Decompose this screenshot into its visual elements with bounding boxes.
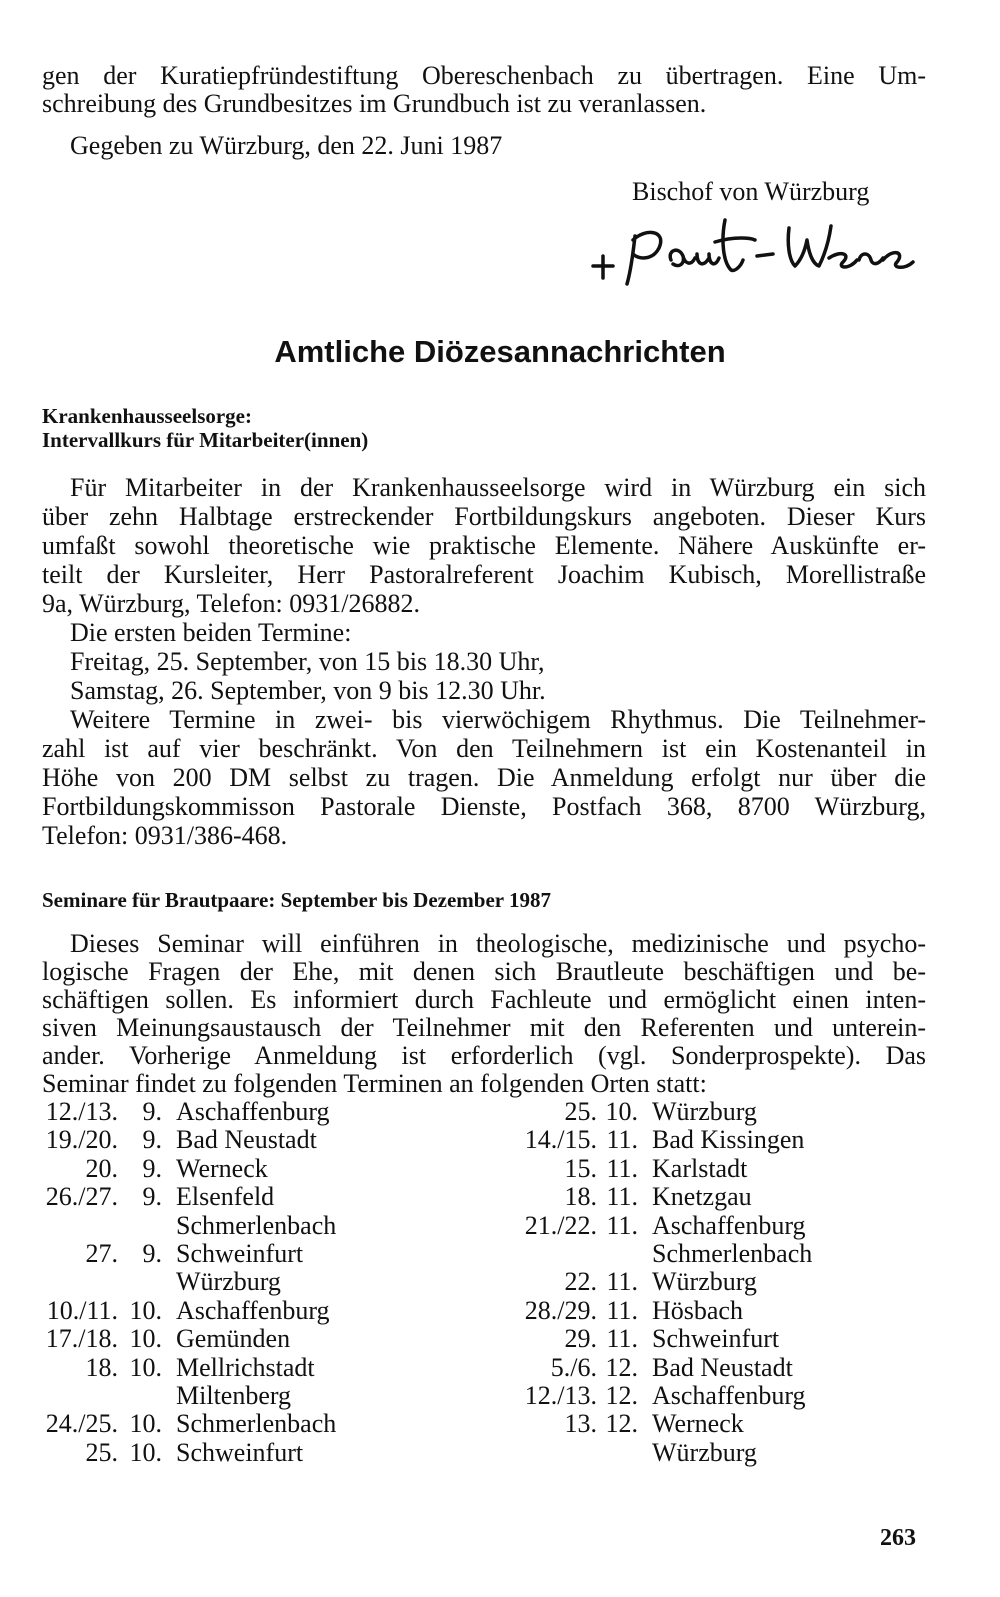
- schedule-month: 10.: [605, 1097, 638, 1126]
- schedule-month: 10.: [129, 1295, 162, 1325]
- section-title: Seminare für Brautpaare: September bis Dezember 1987: [42, 888, 551, 912]
- schedule-day: 12./13.: [45, 1097, 118, 1126]
- schedule-place: Mellrichstadt: [176, 1352, 315, 1382]
- schedule-day: 22.: [564, 1267, 597, 1297]
- schedule-month: 9.: [142, 1182, 162, 1212]
- schedule-place: Aschaffenburg: [176, 1295, 330, 1325]
- schedule-day: 20.: [85, 1153, 118, 1183]
- body-text-line: Telefon: 0931/386-468.: [42, 821, 288, 850]
- schedule-month: 11.: [606, 1125, 638, 1155]
- schedule-month: 10.: [129, 1437, 162, 1467]
- schedule-day: 29.: [564, 1324, 597, 1354]
- schedule-place: Werneck: [652, 1409, 744, 1439]
- schedule-place: Schmerlenbach: [652, 1239, 813, 1268]
- section-subtitle: Intervallkurs für Mitarbeiter(innen): [42, 428, 369, 452]
- schedule-month: 12.: [605, 1381, 638, 1410]
- body-text-line: schreibung des Grundbesitzes im Grundbuch ist zu veranlassen.: [42, 89, 707, 118]
- schedule-place: Schweinfurt: [652, 1324, 780, 1354]
- body-text-line: über zehn Halbtage erstreckender Fortbildungskurs angeboten. Dieser Kurs: [42, 502, 926, 531]
- schedule-day: 18.: [564, 1182, 597, 1212]
- page-number: 263: [880, 1525, 916, 1551]
- schedule-day: 10./11.: [46, 1295, 118, 1325]
- schedule-place: Aschaffenburg: [652, 1210, 806, 1240]
- schedule-month: 9.: [142, 1239, 162, 1268]
- termin-line: Freitag, 25. September, von 15 bis 18.30 Uhr,: [70, 647, 545, 676]
- signature: [575, 210, 935, 290]
- schedule-day: 25.: [85, 1437, 118, 1467]
- page-heading: Amtliche Diözesannachrichten: [274, 334, 726, 369]
- schedule-place: Schmerlenbach: [176, 1210, 337, 1240]
- schedule-day: 17./18.: [45, 1324, 118, 1354]
- termin-line: Samstag, 26. September, von 9 bis 12.30 Uhr.: [70, 676, 546, 705]
- schedule-day: 24./25.: [45, 1409, 118, 1439]
- schedule-day: 18.: [85, 1352, 118, 1382]
- schedule-place: Würzburg: [652, 1267, 757, 1297]
- schedule-day: 5./6.: [550, 1352, 597, 1382]
- schedule-month: 9.: [142, 1125, 162, 1155]
- termine-intro: Die ersten beiden Termine:: [70, 618, 352, 647]
- schedule-day: 12./13.: [524, 1381, 597, 1410]
- schedule-place: Würzburg: [176, 1267, 281, 1297]
- schedule-day: 28./29.: [524, 1295, 597, 1325]
- schedule-month: 11.: [606, 1267, 638, 1297]
- schedule-place: Schweinfurt: [176, 1437, 304, 1467]
- body-text-line: logische Fragen der Ehe, mit denen sich Brautleute beschäftigen und be-: [42, 957, 926, 986]
- schedule-place: Karlstadt: [652, 1153, 748, 1183]
- schedule-month: 9.: [142, 1097, 162, 1126]
- signer-title: Bischof von Würzburg: [632, 177, 870, 206]
- schedule-day: 21./22.: [524, 1210, 597, 1240]
- dateline: Gegeben zu Würzburg, den 22. Juni 1987: [70, 131, 503, 160]
- schedule-place: Aschaffenburg: [176, 1097, 330, 1126]
- schedule-month: 12.: [605, 1352, 638, 1382]
- schedule-month: 11.: [606, 1210, 638, 1240]
- schedule-place: Schweinfurt: [176, 1239, 304, 1268]
- schedule-day: 13.: [564, 1409, 597, 1439]
- schedule-day: 14./15.: [524, 1125, 597, 1155]
- schedule-month: 11.: [606, 1324, 638, 1354]
- schedule-month: 9.: [142, 1153, 162, 1183]
- body-text-line: schäftigen sollen. Es informiert durch Fachleute und ermöglicht einen inten-: [42, 985, 926, 1014]
- schedule-day: 19./20.: [45, 1125, 118, 1155]
- schedule-month: 11.: [606, 1182, 638, 1212]
- schedule-day: 26./27.: [45, 1182, 118, 1212]
- schedule-place: Bad Kissingen: [652, 1125, 805, 1155]
- schedule-place: Werneck: [176, 1153, 268, 1183]
- schedule-place: Miltenberg: [176, 1381, 292, 1410]
- schedule-day: 25.: [564, 1097, 597, 1126]
- schedule-place: Würzburg: [652, 1437, 757, 1467]
- schedule-month: 10.: [129, 1409, 162, 1439]
- body-text-line: umfaßt sowohl theoretische wie praktische Elemente. Nähere Auskünfte er-: [42, 531, 926, 560]
- body-text-line: teilt der Kursleiter, Herr Pastoralreferent Joachim Kubisch, Morellistraße: [42, 560, 926, 589]
- schedule-place: Würzburg: [652, 1097, 757, 1126]
- body-text-line: gen der Kuratiepfründestiftung Obereschenbach zu übertragen. Eine Um-: [42, 61, 926, 90]
- body-text-line: 9a, Würzburg, Telefon: 0931/26882.: [42, 589, 421, 618]
- schedule-place: Bad Neustadt: [652, 1352, 793, 1382]
- schedule-place: Schmerlenbach: [176, 1409, 337, 1439]
- schedule-place: Hösbach: [652, 1295, 743, 1325]
- schedule-place: Bad Neustadt: [176, 1125, 317, 1155]
- schedule-place: Gemünden: [176, 1324, 291, 1354]
- schedule-place: Elsenfeld: [176, 1182, 275, 1212]
- body-text-line: Dieses Seminar will einführen in theologische, medizinische und psycho-: [70, 929, 926, 958]
- body-text-line: Für Mitarbeiter in der Krankenhausseelsorge wird in Würzburg ein sich: [70, 473, 926, 502]
- body-text-line: siven Meinungsaustausch der Teilnehmer mit den Referenten und unterein-: [42, 1013, 926, 1042]
- body-text-line: Höhe von 200 DM selbst zu tragen. Die Anmeldung erfolgt nur über die: [42, 763, 926, 792]
- schedule-month: 10.: [129, 1324, 162, 1354]
- section-title: Krankenhausseelsorge:: [42, 404, 252, 428]
- body-text-line: Weitere Termine in zwei- bis vierwöchigem Rhythmus. Die Teilnehmer-: [70, 705, 926, 734]
- schedule-place: Knetzgau: [652, 1182, 752, 1212]
- schedule-month: 11.: [606, 1153, 638, 1183]
- body-text-line: Fortbildungskommisson Pastorale Dienste, Postfach 368, 8700 Würzburg,: [42, 792, 926, 821]
- schedule-month: 11.: [606, 1295, 638, 1325]
- schedule-place: Aschaffenburg: [652, 1381, 806, 1410]
- body-text-line: zahl ist auf vier beschränkt. Von den Teilnehmern ist ein Kostenanteil in: [42, 734, 926, 763]
- body-text-line: Seminar findet zu folgenden Terminen an folgenden Orten statt:: [42, 1069, 707, 1098]
- body-text-line: ander. Vorherige Anmeldung ist erforderlich (vgl. Sonderprospekte). Das: [42, 1041, 926, 1070]
- schedule-month: 12.: [605, 1409, 638, 1439]
- schedule-month: 10.: [129, 1352, 162, 1382]
- schedule-day: 27.: [85, 1239, 118, 1268]
- schedule-day: 15.: [564, 1153, 597, 1183]
